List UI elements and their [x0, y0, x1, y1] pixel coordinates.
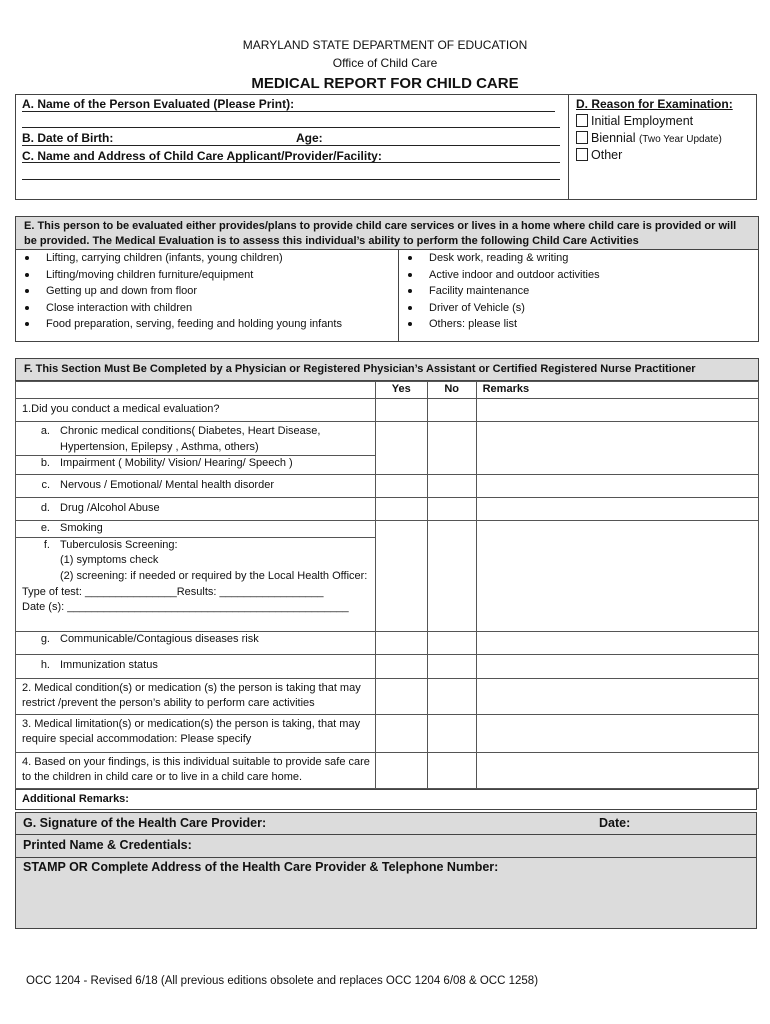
person-name-label: A. Name of the Person Evaluated (Please Print):	[22, 97, 295, 111]
yes-cell[interactable]	[375, 498, 427, 521]
agency-name: MARYLAND STATE DEPARTMENT OF EDUCATION	[242, 38, 528, 52]
dob-age-field[interactable]	[22, 145, 560, 146]
item-a-key: a.	[40, 425, 50, 437]
question-2: 2. Medical condition(s) or medication (s) the person is taking that may restrict /prevent the person’s ability to perform care activities	[16, 678, 376, 714]
item-d-text: Drug /Alcohol Abuse	[60, 502, 160, 515]
item-h-text: Immunization status	[60, 659, 158, 672]
person-name-field-line2[interactable]	[22, 127, 560, 128]
tb-screening-line: (2) screening: if needed or required by the Local Health Officer:	[60, 569, 368, 582]
item-e-text: Smoking	[60, 522, 103, 535]
section-e-header: E. This person to be evaluated either provides/plans to provide child care services or lives in a home where child care is provided or will be provided. The Medical Evaluation is to assess this individual’s ability to perform the following Child Care Activities	[16, 217, 758, 249]
yes-cell[interactable]	[375, 654, 427, 678]
question-4: 4. Based on your findings, is this individual suitable to provide safe care to the children in child care or to live in a child care home.	[16, 752, 376, 788]
person-name-field[interactable]	[22, 111, 555, 112]
list-item: Lifting/moving children furniture/equipment	[16, 267, 396, 284]
item-h-key: h.	[40, 659, 50, 672]
yes-cell[interactable]	[375, 399, 427, 422]
facility-label: C. Name and Address of Child Care Applicant/Provider/Facility:	[22, 149, 382, 163]
table-row	[16, 631, 759, 654]
remarks-cell[interactable]	[476, 399, 758, 422]
table-row	[16, 498, 759, 521]
item-b-text: Impairment ( Mobility/ Vision/ Hearing/ Speech )	[60, 457, 293, 470]
medical-evaluation-table	[15, 381, 759, 789]
no-cell[interactable]	[427, 678, 476, 714]
stamp-address-label[interactable]: STAMP OR Complete Address of the Health Care Provider & Telephone Number:	[23, 860, 499, 874]
table-row	[16, 422, 759, 456]
dob-label: B. Date of Birth:	[22, 131, 114, 145]
facility-field-line2[interactable]	[22, 179, 560, 180]
list-item: Getting up and down from floor	[16, 283, 396, 300]
table-row	[16, 382, 759, 399]
item-b-key: b.	[40, 457, 50, 470]
question-1: 1.Did you conduct a medical evaluation?	[16, 399, 376, 422]
item-g-key: g.	[40, 632, 50, 645]
no-cell[interactable]	[427, 654, 476, 678]
table-row	[16, 678, 759, 714]
printed-name-field[interactable]: Printed Name & Credentials:	[15, 835, 757, 858]
list-item: Facility maintenance	[399, 283, 754, 300]
yes-cell[interactable]	[375, 752, 427, 788]
no-cell[interactable]	[427, 631, 476, 654]
remarks-cell[interactable]	[476, 752, 758, 788]
dates-line[interactable]: Date (s): ______________________________________________	[22, 601, 349, 614]
yes-cell[interactable]	[375, 422, 427, 475]
item-c-text: Nervous / Emotional/ Mental health disorder	[60, 479, 274, 492]
table-row	[16, 714, 759, 752]
tb-symptoms-line: (1) symptoms check	[60, 554, 159, 567]
item-g-text: Communicable/Contagious diseases risk	[60, 632, 259, 645]
section-f-header: F. This Section Must Be Completed by a Physician or Registered Physician’s Assistant or Certified Registered Nurse Practitioner	[15, 358, 759, 381]
no-cell[interactable]	[427, 752, 476, 788]
table-row	[16, 475, 759, 498]
no-cell[interactable]	[427, 399, 476, 422]
remarks-cell[interactable]	[476, 422, 758, 475]
list-item: Driver of Vehicle (s)	[399, 300, 754, 317]
reason-initial[interactable]: Initial Employment	[576, 114, 693, 128]
item-f-text: Tuberculosis Screening:	[60, 538, 178, 551]
list-item: Others: please list	[399, 316, 754, 333]
biennial-checkbox[interactable]	[576, 131, 588, 144]
form-footer: OCC 1204 - Revised 6/18 (All previous editions obsolete and replaces OCC 1204 6/08 & OCC 1258)	[26, 975, 539, 987]
remarks-column-header: Remarks	[476, 382, 758, 399]
item-d-key: d.	[40, 502, 50, 515]
age-label: Age:	[296, 131, 323, 145]
remarks-cell[interactable]	[476, 475, 758, 498]
section-divider	[568, 94, 569, 200]
yes-cell[interactable]	[375, 475, 427, 498]
yes-cell[interactable]	[375, 631, 427, 654]
table-row	[16, 399, 759, 422]
remarks-cell[interactable]	[476, 714, 758, 752]
list-item: Food preparation, serving, feeding and holding young infants	[16, 316, 396, 333]
date-label: Date:	[599, 816, 631, 830]
office-name: Office of Child Care	[332, 56, 438, 70]
question-3: 3. Medical limitation(s) or medication(s) the person is taking, that may require special accommodation: Please specify	[16, 714, 376, 752]
no-column-header: No	[427, 382, 476, 399]
list-item: Lifting, carrying children (infants, young children)	[16, 250, 396, 267]
no-cell[interactable]	[427, 475, 476, 498]
yes-cell[interactable]	[375, 521, 427, 632]
list-item: Desk work, reading & writing	[399, 250, 754, 267]
reason-label: D. Reason for Examination:	[576, 97, 733, 111]
item-a-text: Chronic medical conditions( Diabetes, Heart Disease, Hypertension, Epilepsy , Asthma, others)	[60, 425, 321, 453]
yes-column-header: Yes	[375, 382, 427, 399]
page-title: MEDICAL REPORT FOR CHILD CARE	[251, 75, 519, 92]
reason-biennial[interactable]: Biennial (Two Year Update)	[576, 131, 722, 145]
list-item: Active indoor and outdoor activities	[399, 267, 754, 284]
facility-field[interactable]	[22, 162, 560, 163]
signature-label: G. Signature of the Health Care Provider:	[23, 816, 267, 830]
remarks-cell[interactable]	[476, 654, 758, 678]
item-e-key: e.	[40, 522, 50, 535]
item-f-key: f.	[43, 538, 50, 551]
no-cell[interactable]	[427, 521, 476, 632]
initial-employment-checkbox[interactable]	[576, 114, 588, 127]
no-cell[interactable]	[427, 498, 476, 521]
other-checkbox[interactable]	[576, 148, 588, 161]
no-cell[interactable]	[427, 422, 476, 475]
no-cell[interactable]	[427, 714, 476, 752]
item-c-key: c.	[41, 479, 50, 492]
signature-row[interactable]	[15, 813, 757, 835]
remarks-cell[interactable]	[476, 498, 758, 521]
yes-cell[interactable]	[375, 714, 427, 752]
remarks-cell[interactable]	[476, 631, 758, 654]
yes-cell[interactable]	[375, 678, 427, 714]
table-row	[16, 752, 759, 788]
remarks-cell[interactable]	[476, 678, 758, 714]
type-of-test-line[interactable]: Type of test: _______________Results: _________________	[22, 585, 324, 598]
table-row	[16, 521, 759, 538]
activities-left-list	[16, 250, 396, 333]
table-row	[16, 654, 759, 678]
remarks-cell[interactable]	[476, 521, 758, 632]
list-item: Close interaction with children	[16, 300, 396, 317]
activities-right-list	[399, 250, 754, 333]
reason-other[interactable]: Other	[576, 148, 622, 162]
additional-remarks-field[interactable]: Additional Remarks:	[15, 789, 757, 810]
